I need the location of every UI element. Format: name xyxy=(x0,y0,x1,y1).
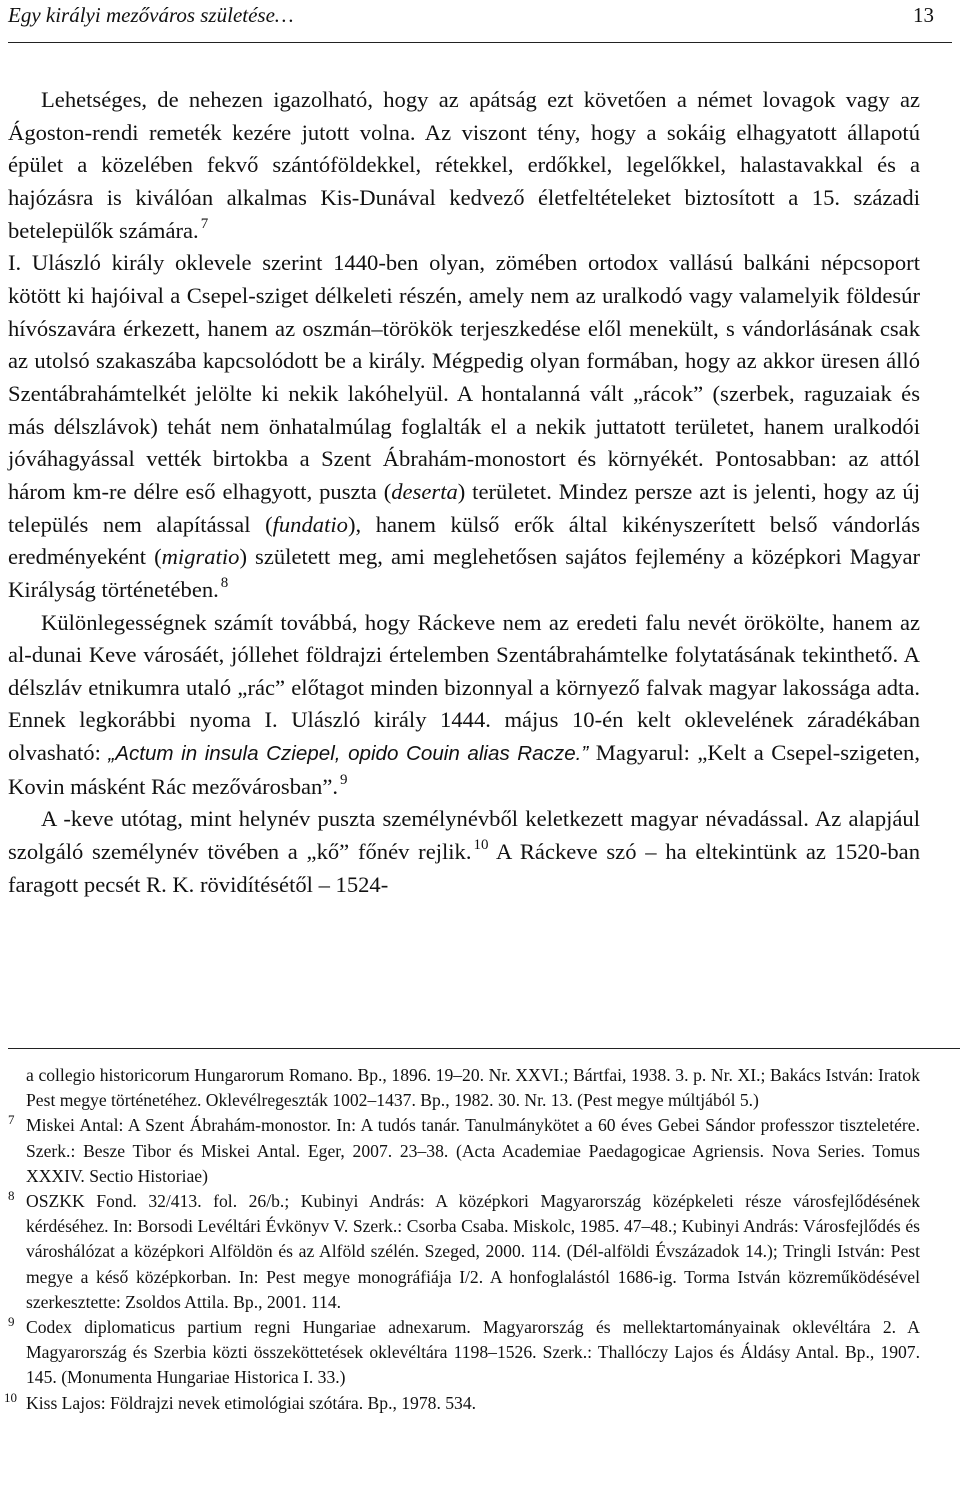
footnote-text: Codex diplomaticus partium regni Hungariae adnexarum. Magyarország és mellektartományainak oklevéltára 2. A Magyarország és Szerbia közti összeköttetések oklevéltára 1198–1526. Szerk.: Thallóczy Lajos és Áldásy Antal. Bp., 1907. 145. (Monumenta Hungariae Historica I. 33.) xyxy=(26,1317,920,1388)
footnote-number: 8 xyxy=(8,1188,15,1204)
footnote-text: Miskei Antal: A Szent Ábrahám-monostor. In: A tudós tanár. Tanulmánykötet a 60 éves Gebei Sándor professzor tiszteletére. Szerk.: Besze Tibor és Miskei Antal. Eger, 2007. 23–38. (Acta Academiae Paedagogicae Agriensis. Nova Series. Tomus XXXIV. Sectio Historiae) xyxy=(26,1115,920,1186)
footnote-10 xyxy=(4,1389,920,1416)
footnote-7 xyxy=(8,1113,920,1189)
latin-term-migratio: migratio xyxy=(161,544,240,570)
footnote-ref-7[interactable]: 7 xyxy=(200,215,209,232)
paragraph-2-text-a: I. Ulászló király oklevele szerint 1440-ben olyan, zömében ortodox vallású balkáni népcsoport kötött ki hajóival a Csepel-sziget délkeleti részén, amely nem az uralkodó vagy valamelyik földesúr hívószavára érkezett, hanem az oszmán–törökök terjeszkedése elől menekült, s vándorlásának csak az utolsó szakaszába kapcsolódott be a király. Mégpedig olyan formában, hogy az akkor üresen álló Szentábrahámtelkét jelölte ki nekik lakóhelyül. A hontalanná vált „rácok” (szerbek, raguzaiak és más délszlávok) tehát nem önhatalmúlag foglalták el a nekik juttatott területet, hanem uralkodói jóváhagyással vették birtokba a Szent Ábrahám-monostort és környékét. Pontosabban: az attól három km-re délre eső elhagyott, puszta ( xyxy=(8,250,920,504)
footnote-text: OSZKK Fond. 32/413. fol. 26/b.; Kubinyi András: A középkori Magyarország középkeleti része városfejlődésének kérdéséhez. In: Borsodi Levéltári Évkönyv V. Szerk.: Csorba Csaba. Miskolc, 1985. 47–48.; Kubinyi András: Városfejlődés és városhálózat a középkori Alföldön és az Alföld szélén. Szeged, 2000. 114. (Dél-alföldi Évszázadok 14.); Tringli István: Pest megye a késő középkorban. In: Pest megye monográfiája I/2. A honfoglalástól 1686-ig. Torma István közreműködésével szerkesztette: Zsoldos Attila. Bp., 2001. 114. xyxy=(26,1191,920,1312)
paragraph-2-text-b: ) területet. Mindez persze azt is jelenti, hogy az új település nem alapítással ( xyxy=(8,478,920,537)
footnote-8 xyxy=(8,1189,920,1315)
paragraph-2-text-d: ) született meg, ami meglehetősen sajátos fejlemény a középkori Magyar Királyság történetében. xyxy=(8,544,920,602)
footnote-number: 9 xyxy=(8,1314,15,1330)
running-title: Egy királyi mezőváros születése… xyxy=(8,3,294,27)
footnote-ref-9[interactable]: 9 xyxy=(340,771,348,788)
footnote-continuation: a collegio historicorum Hungarorum Romano. Bp., 1896. 19–20. Nr. XXVI.; Bártfai, 1938. 3. p. Nr. XI.; Bakács István: Iratok Pest megye történetéhez. Oklevélregeszták 1002–1437. Bp., 1982. 30. Nr. 13. (Pest megye múltjából 5.) xyxy=(26,1065,920,1111)
paragraph-4-text-a: A -keve utótag, mint helynév puszta személynévből keletkezett magyar névadással. Az alapjául szolgáló személynév tövében a „kő” főnév rejlik. xyxy=(8,806,920,865)
paragraph-4 xyxy=(8,803,920,901)
footnote-9 xyxy=(8,1315,920,1391)
paragraph-2 xyxy=(8,247,920,606)
footnotes xyxy=(4,1063,920,1416)
latin-term-fundatio: fundatio xyxy=(272,511,348,537)
paragraph-3-text-a: Különlegességnek számít továbbá, hogy Ráckeve nem az eredeti falu nevét örökölte, hanem az al-dunai Keve városáét, jóllehet földrajzi értelemben Szentábrahámtelke folytatásának tekinthető. A délszláv etnikumra utaló „rác” előtagot minden bizonnyal a környező falvak magyar lakossága adta. Ennek legkorábbi nyoma I. Ulászló király 1444. május 10-én kelt oklevelének záradékában olvasható: xyxy=(8,609,920,766)
footnote-text: Kiss Lajos: Földrajzi nevek etimológiai szótára. Bp., 1978. 534. xyxy=(26,1392,477,1413)
paragraph-1-text: Lehetséges, de nehezen igazolható, hogy az apátság ezt követően a német lovagok vagy az Ágoston-rendi remeték kezére jutott volna. Az viszont tény, hogy a sokáig elhagyatott állapotú épület a közelében fekvő szántóföldekkel, rétekkel, erdőkkel, legelőkkel, halastavakkal és a hajózásra is kiválóan alkalmas Kis-Dunával kedvező életfeltételeket biztosított a 15. századi betelepülők számára. xyxy=(8,87,920,243)
paragraph-4-text-b: A Ráckeve szó – ha eltekintünk az 1520-ban faragott pecsét R. K. rövidítésétől – 1524- xyxy=(8,839,920,897)
paragraph-3-text-b: Magyarul: „Kelt a Csepel-szigeten, Kovin másként Rác mezővárosban”. xyxy=(8,740,920,799)
latin-term-deserta: deserta xyxy=(391,478,458,504)
footnote-number: 10 xyxy=(4,1389,17,1405)
paragraph-1 xyxy=(8,84,920,247)
page-number: 13 xyxy=(913,3,934,27)
paragraph-2-text-c: ), hanem külső erők által kikényszerített belső vándorlás eredményeként ( xyxy=(8,511,920,570)
footnote-ref-10[interactable]: 10 xyxy=(473,837,489,854)
running-header xyxy=(8,0,952,43)
main-text xyxy=(8,84,920,901)
footnote-ref-8[interactable]: 8 xyxy=(220,574,229,591)
paragraph-3 xyxy=(8,607,920,804)
footnote-divider xyxy=(8,1048,960,1049)
latin-quote: „Actum in insula Cziepel, opido Couin alias Racze.” xyxy=(108,742,589,766)
footnote-number: 7 xyxy=(8,1112,15,1128)
